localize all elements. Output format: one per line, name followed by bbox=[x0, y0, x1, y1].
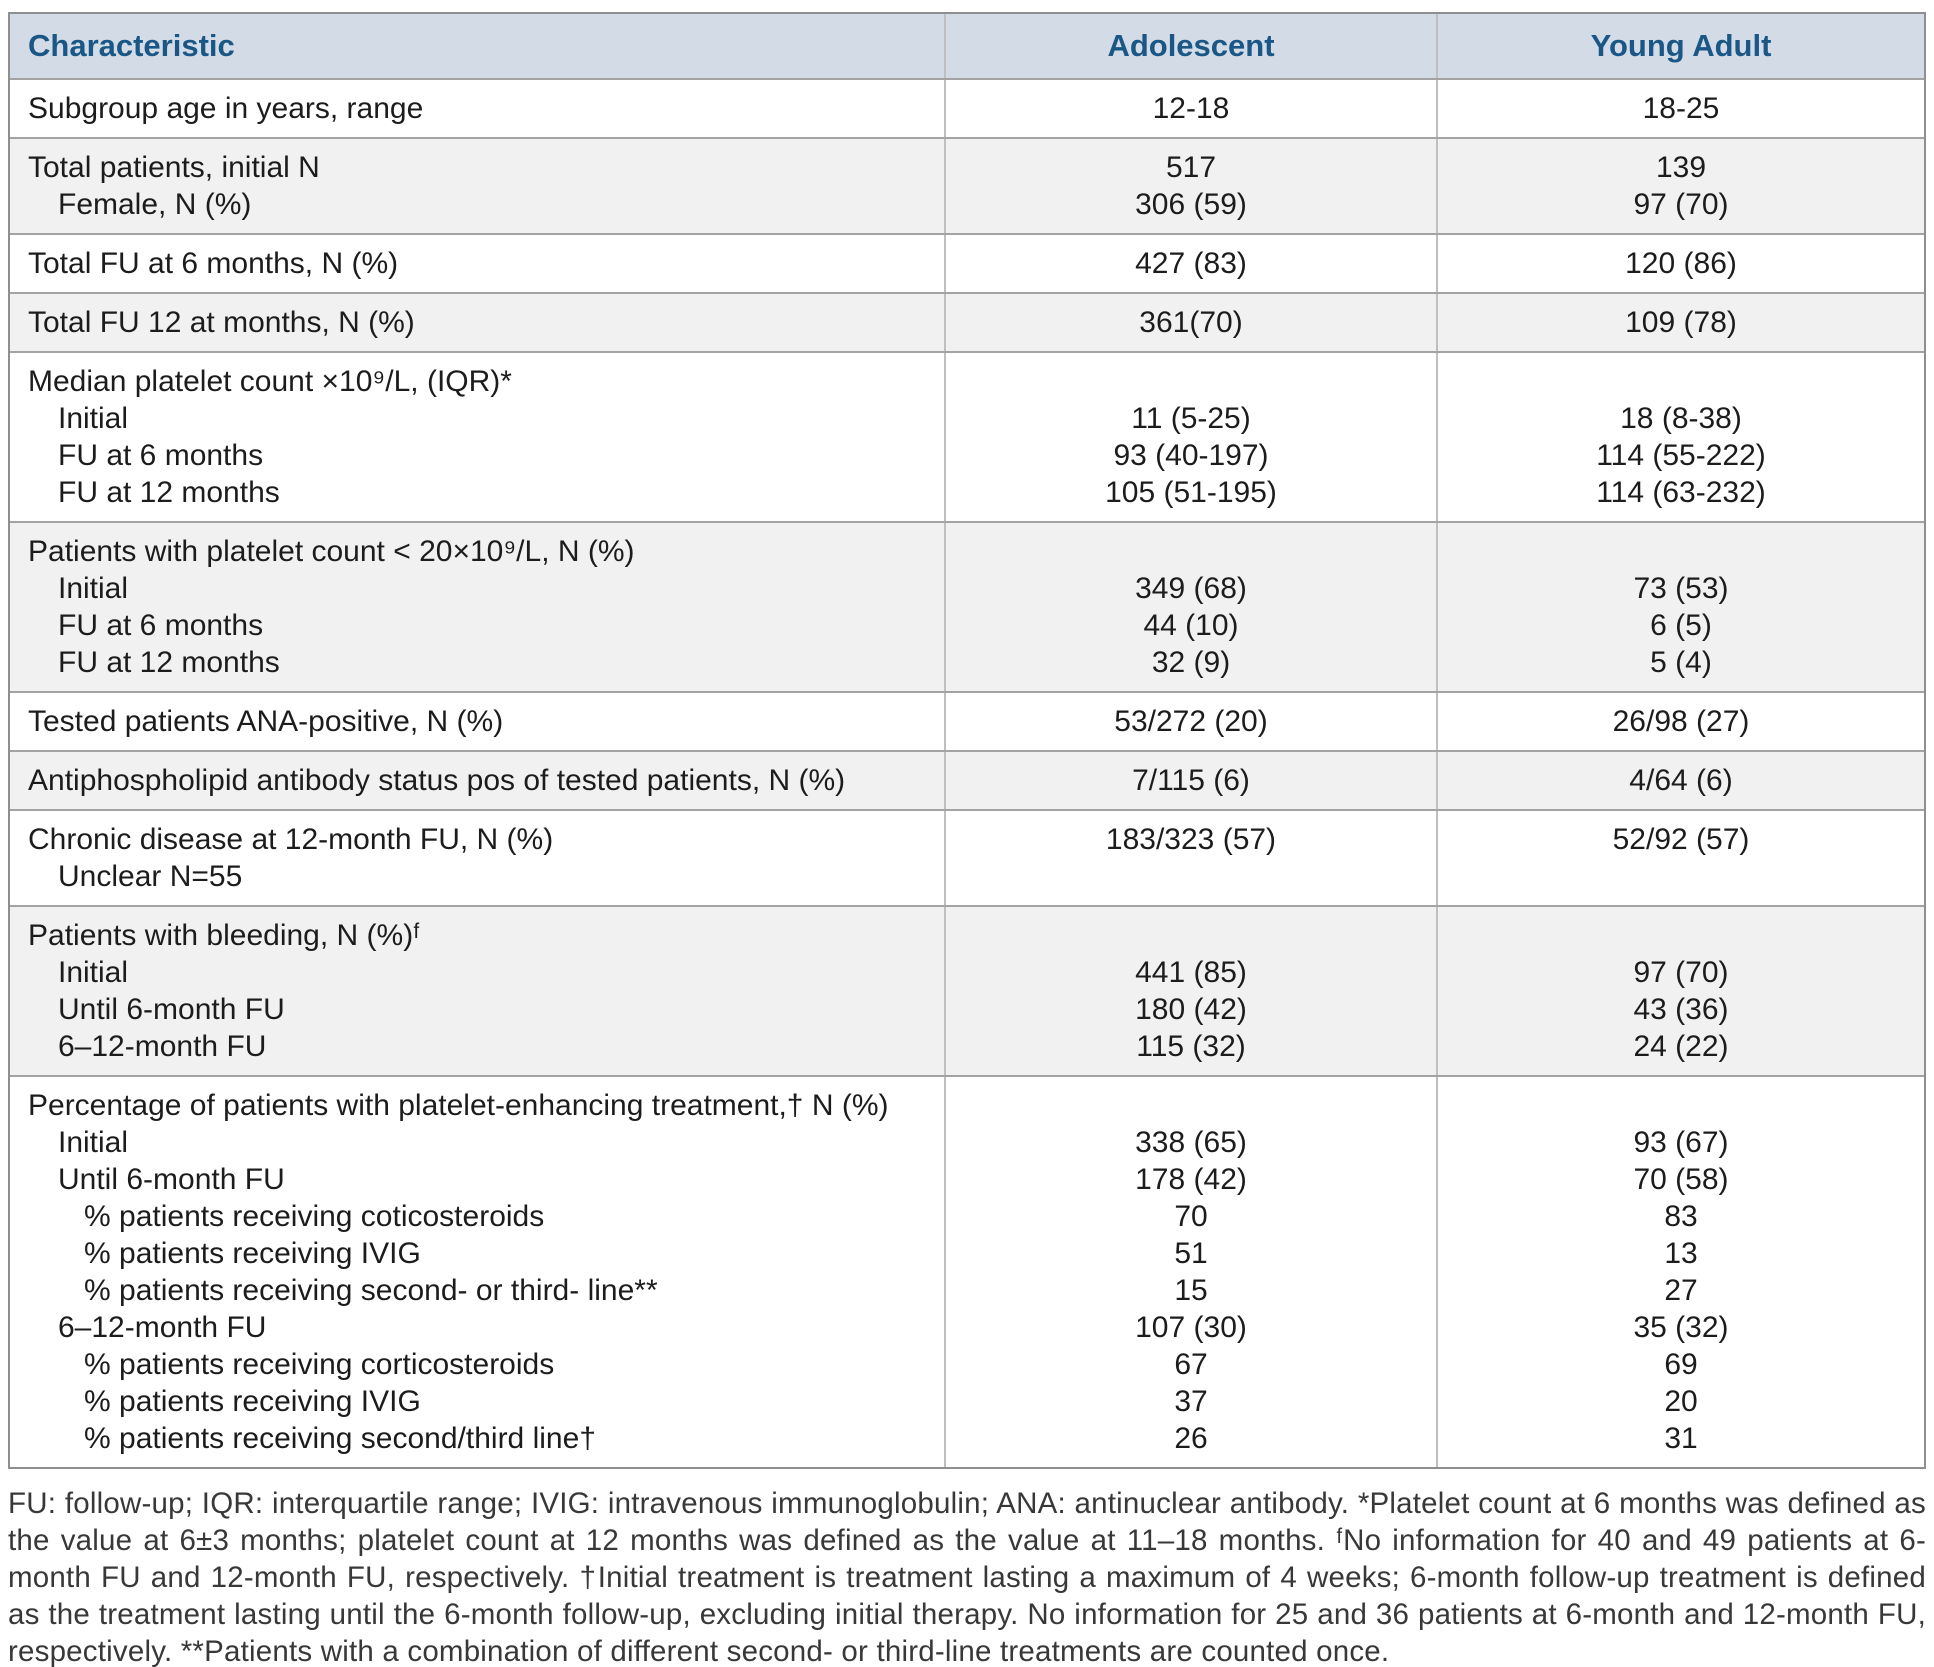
adolescent-value-line bbox=[964, 363, 1418, 400]
row-label-line: Patients with platelet count < 20×10⁹/L, N (%) bbox=[28, 535, 635, 568]
adolescent-value-line: 115 (32) bbox=[1136, 1030, 1246, 1063]
young-adult-value-line: 43 (36) bbox=[1633, 993, 1729, 1026]
young-adult-value-line bbox=[1456, 917, 1906, 954]
table-row bbox=[10, 1075, 1924, 1467]
adolescent-value-cell bbox=[944, 1077, 1438, 1467]
young-adult-value-cell bbox=[1438, 353, 1924, 521]
row-label-line: Initial bbox=[58, 402, 129, 435]
row-label-line: % patients receiving corticosteroids bbox=[84, 1348, 555, 1381]
young-adult-value-line: 114 (55-222) bbox=[1596, 439, 1766, 472]
young-adult-value-line: 97 (70) bbox=[1633, 188, 1729, 221]
adolescent-value-line bbox=[964, 917, 1418, 954]
adolescent-value-cell bbox=[944, 693, 1438, 750]
adolescent-value-cell bbox=[944, 294, 1438, 351]
adolescent-value-cell bbox=[944, 523, 1438, 691]
column-header-adolescent: Adolescent bbox=[944, 14, 1438, 78]
column-header-young-adult: Young Adult bbox=[1590, 28, 1772, 63]
row-label-line: Total patients, initial N bbox=[28, 151, 320, 184]
young-adult-value-line: 52/92 (57) bbox=[1612, 823, 1750, 856]
young-adult-value-cell bbox=[1438, 80, 1924, 137]
adolescent-value-line: 37 bbox=[1174, 1385, 1208, 1418]
row-label-cell bbox=[10, 235, 944, 292]
column-header-characteristic: Characteristic bbox=[28, 28, 235, 63]
young-adult-value-line: 120 (86) bbox=[1625, 247, 1737, 280]
adolescent-value-line: 7/115 (6) bbox=[1132, 764, 1250, 797]
row-label-line: Initial bbox=[58, 1126, 129, 1159]
young-adult-value-line: 20 bbox=[1664, 1385, 1698, 1418]
young-adult-value-line: 13 bbox=[1664, 1237, 1698, 1270]
row-label-line: Median platelet count ×10⁹/L, (IQR)* bbox=[28, 365, 512, 398]
row-label-line: Until 6-month FU bbox=[58, 1163, 285, 1196]
row-label-line: Patients with bleeding, N (%)ᶠ bbox=[28, 919, 421, 952]
table-header-row bbox=[10, 14, 1924, 78]
row-label-cell bbox=[10, 294, 944, 351]
row-label-line: Initial bbox=[58, 572, 129, 605]
young-adult-value-cell bbox=[1438, 907, 1924, 1075]
young-adult-value-line bbox=[1456, 858, 1906, 895]
row-label-line: Unclear N=55 bbox=[58, 860, 243, 893]
adolescent-value-line bbox=[964, 533, 1418, 570]
adolescent-value-line bbox=[964, 858, 1418, 895]
row-label-line: Chronic disease at 12-month FU, N (%) bbox=[28, 823, 554, 856]
young-adult-value-line bbox=[1456, 533, 1906, 570]
row-label-cell bbox=[10, 811, 944, 905]
row-label-line: % patients receiving coticosteroids bbox=[84, 1200, 545, 1233]
young-adult-value-line: 93 (67) bbox=[1633, 1126, 1729, 1159]
adolescent-value-line: 361(70) bbox=[1139, 306, 1243, 339]
table-row bbox=[10, 292, 1924, 351]
adolescent-value-line: 15 bbox=[1174, 1274, 1208, 1307]
young-adult-value-line: 27 bbox=[1664, 1274, 1698, 1307]
adolescent-value-line: 107 (30) bbox=[1135, 1311, 1247, 1344]
table-footnote: FU: follow-up; IQR: interquartile range; IVIG: intravenous immunoglobulin; ANA: antinuclear antibody. *Platelet count at 6 months was defined as the value at 6±3 months; platelet count at 12 months was defined as the value at 11–18 months. ᶠNo information for 40 and 49 patients at 6-month FU and 12-month FU, respectively. †Initial treatment is treatment lasting a maximum of 4 weeks; 6-month follow-up treatment is defined as the treatment lasting until the 6-month follow-up, excluding initial therapy. No information for 25 and 36 patients at 6-month and 12-month FU, respectively. **Patients with a combination of different second- or third-line treatments are counted once. bbox=[8, 1487, 1926, 1667]
young-adult-value-line: 31 bbox=[1664, 1422, 1698, 1455]
adolescent-value-line: 427 (83) bbox=[1135, 247, 1247, 280]
young-adult-value-line: 70 (58) bbox=[1633, 1163, 1729, 1196]
row-label-cell bbox=[10, 693, 944, 750]
row-label-cell bbox=[10, 907, 944, 1075]
table-row bbox=[10, 750, 1924, 809]
young-adult-value-line: 18-25 bbox=[1642, 92, 1720, 125]
young-adult-value-line bbox=[1456, 1087, 1906, 1124]
table-row bbox=[10, 691, 1924, 750]
row-label-cell bbox=[10, 1077, 944, 1467]
young-adult-value-cell bbox=[1438, 752, 1924, 809]
young-adult-value-line: 109 (78) bbox=[1625, 306, 1737, 339]
row-label-line: % patients receiving IVIG bbox=[84, 1385, 421, 1418]
row-label-line: FU at 12 months bbox=[58, 476, 280, 509]
adolescent-value-line: 349 (68) bbox=[1135, 572, 1247, 605]
young-adult-value-line: 4/64 (6) bbox=[1629, 764, 1733, 797]
young-adult-value-line: 114 (63-232) bbox=[1596, 476, 1766, 509]
adolescent-value-line: 70 bbox=[1174, 1200, 1208, 1233]
row-label-line: Total FU 12 at months, N (%) bbox=[28, 306, 415, 339]
row-label-line: Initial bbox=[58, 956, 129, 989]
young-adult-value-cell bbox=[1438, 523, 1924, 691]
young-adult-value-line bbox=[1456, 363, 1906, 400]
row-label-cell bbox=[10, 139, 944, 233]
row-label-line: Percentage of patients with platelet-enhancing treatment,† N (%) bbox=[28, 1089, 889, 1122]
table-row bbox=[10, 78, 1924, 137]
young-adult-value-line: 5 (4) bbox=[1650, 646, 1712, 679]
adolescent-value-line: 67 bbox=[1174, 1348, 1208, 1381]
young-adult-value-line: 24 (22) bbox=[1633, 1030, 1729, 1063]
young-adult-value-cell bbox=[1438, 139, 1924, 233]
young-adult-value-line: 69 bbox=[1664, 1348, 1698, 1381]
row-label-cell bbox=[10, 752, 944, 809]
row-label-line: FU at 12 months bbox=[58, 646, 280, 679]
row-label-line: 6–12-month FU bbox=[58, 1311, 267, 1344]
table-row bbox=[10, 351, 1924, 521]
adolescent-value-line bbox=[964, 1087, 1418, 1124]
adolescent-value-line: 441 (85) bbox=[1135, 956, 1247, 989]
adolescent-value-line: 32 (9) bbox=[1151, 646, 1231, 679]
row-label-line: Female, N (%) bbox=[58, 188, 252, 221]
young-adult-value-line: 83 bbox=[1664, 1200, 1698, 1233]
adolescent-value-cell bbox=[944, 353, 1438, 521]
young-adult-value-cell bbox=[1438, 1077, 1924, 1467]
row-label-line: % patients receiving second/third line† bbox=[84, 1422, 596, 1455]
table-row bbox=[10, 521, 1924, 691]
row-label-line: Subgroup age in years, range bbox=[28, 92, 424, 125]
adolescent-value-line: 53/272 (20) bbox=[1114, 705, 1268, 738]
table-row bbox=[10, 137, 1924, 233]
characteristics-table bbox=[8, 12, 1926, 1469]
row-label-line: Total FU at 6 months, N (%) bbox=[28, 247, 399, 280]
young-adult-value-line: 139 bbox=[1655, 151, 1707, 184]
row-label-cell bbox=[10, 80, 944, 137]
young-adult-value-cell bbox=[1438, 693, 1924, 750]
adolescent-value-line: 105 (51-195) bbox=[1105, 476, 1277, 509]
table-row bbox=[10, 809, 1924, 905]
adolescent-value-cell bbox=[944, 811, 1438, 905]
row-label-cell bbox=[10, 353, 944, 521]
row-label-line: Until 6-month FU bbox=[58, 993, 285, 1026]
adolescent-value-line: 44 (10) bbox=[1143, 609, 1239, 642]
row-label-line: FU at 6 months bbox=[58, 439, 264, 472]
row-label-line: Antiphospholipid antibody status pos of tested patients, N (%) bbox=[28, 764, 846, 797]
adolescent-value-cell bbox=[944, 80, 1438, 137]
adolescent-value-line: 12-18 bbox=[1152, 92, 1230, 125]
adolescent-value-line: 183/323 (57) bbox=[1105, 823, 1277, 856]
row-label-line: % patients receiving IVIG bbox=[84, 1237, 421, 1270]
adolescent-value-line: 338 (65) bbox=[1135, 1126, 1247, 1159]
young-adult-value-line: 6 (5) bbox=[1650, 609, 1712, 642]
adolescent-value-line: 180 (42) bbox=[1135, 993, 1247, 1026]
young-adult-value-cell bbox=[1438, 294, 1924, 351]
adolescent-value-line: 178 (42) bbox=[1135, 1163, 1247, 1196]
young-adult-value-line: 18 (8-38) bbox=[1620, 402, 1742, 435]
adolescent-value-cell bbox=[944, 752, 1438, 809]
adolescent-value-line: 51 bbox=[1174, 1237, 1208, 1270]
adolescent-value-line: 26 bbox=[1174, 1422, 1208, 1455]
row-label-cell bbox=[10, 523, 944, 691]
row-label-line: Tested patients ANA-positive, N (%) bbox=[28, 705, 504, 738]
table-row bbox=[10, 905, 1924, 1075]
adolescent-value-line: 11 (5-25) bbox=[1131, 402, 1251, 435]
young-adult-value-line: 73 (53) bbox=[1633, 572, 1729, 605]
young-adult-value-line: 97 (70) bbox=[1633, 956, 1729, 989]
young-adult-value-line: 35 (32) bbox=[1633, 1311, 1729, 1344]
row-label-line: 6–12-month FU bbox=[58, 1030, 267, 1063]
row-label-line: FU at 6 months bbox=[58, 609, 264, 642]
table-row bbox=[10, 233, 1924, 292]
adolescent-value-line: 517 bbox=[1165, 151, 1217, 184]
young-adult-value-cell bbox=[1438, 235, 1924, 292]
young-adult-value-line: 26/98 (27) bbox=[1612, 705, 1750, 738]
row-label-line: % patients receiving second- or third- line** bbox=[84, 1274, 658, 1307]
young-adult-value-cell bbox=[1438, 811, 1924, 905]
adolescent-value-line: 306 (59) bbox=[1135, 188, 1247, 221]
adolescent-value-cell bbox=[944, 907, 1438, 1075]
adolescent-value-cell bbox=[944, 235, 1438, 292]
adolescent-value-cell bbox=[944, 139, 1438, 233]
adolescent-value-line: 93 (40-197) bbox=[1113, 439, 1269, 472]
table-body bbox=[10, 78, 1924, 1467]
